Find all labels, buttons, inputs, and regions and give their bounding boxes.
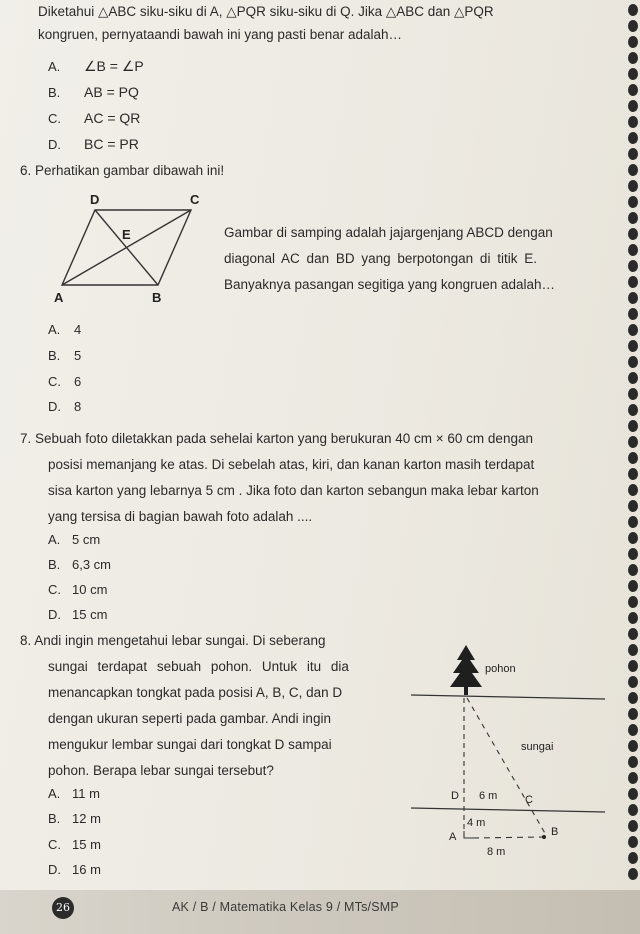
point-b bbox=[542, 835, 546, 839]
label-6m: 6 m bbox=[479, 790, 498, 802]
q8-option-a[interactable]: 11 m bbox=[72, 786, 100, 801]
q8-option-c-letter: C. bbox=[48, 837, 61, 852]
q8-option-c[interactable]: 15 m bbox=[72, 837, 101, 852]
q8-line4: dengan ukuran seperti pada gambar. Andi ingin bbox=[48, 711, 331, 726]
line-a-to-b bbox=[473, 837, 543, 838]
spiral-ring bbox=[628, 340, 638, 352]
spiral-ring bbox=[628, 452, 638, 464]
q7-line1: 7. Sebuah foto diletakkan pada sehelai karton yang berukuran 40 cm × 60 cm dengan bbox=[20, 431, 533, 446]
page-number: 26 bbox=[52, 897, 74, 919]
spiral-ring bbox=[628, 52, 638, 64]
label-b: B bbox=[551, 826, 559, 838]
q8-option-a-letter: A. bbox=[48, 786, 61, 801]
spiral-ring bbox=[628, 372, 638, 384]
q6-option-b[interactable]: 5 bbox=[74, 348, 82, 363]
q7-option-c-letter: C. bbox=[48, 582, 61, 597]
spiral-binding-icon bbox=[622, 0, 640, 934]
q8-line6: pohon. Berapa lebar sungai tersebut? bbox=[48, 763, 274, 778]
spiral-ring bbox=[628, 756, 638, 768]
q7-option-d-letter: D. bbox=[48, 607, 61, 622]
q6-option-a[interactable]: 4 bbox=[74, 322, 82, 337]
spiral-ring bbox=[628, 100, 638, 112]
spiral-ring bbox=[628, 724, 638, 736]
q8-line1: 8. Andi ingin mengetahui lebar sungai. Di seberang bbox=[20, 633, 326, 648]
q7-option-b[interactable]: 6,3 cm bbox=[72, 557, 112, 572]
q7-option-c[interactable]: 10 cm bbox=[72, 582, 108, 597]
q8-line3: menancapkan tongkat pada posisi A, B, C, dan D bbox=[48, 685, 343, 700]
q8-option-d-letter: D. bbox=[48, 862, 61, 877]
q7-option-d[interactable]: 15 cm bbox=[72, 607, 108, 622]
right-angle-mark bbox=[464, 831, 473, 838]
spiral-ring bbox=[628, 772, 638, 784]
spiral-ring bbox=[628, 148, 638, 160]
spiral-ring bbox=[628, 676, 638, 688]
q8-line2: sungai terdapat sebuah pohon. Untuk itu dia bbox=[48, 659, 349, 674]
spiral-ring bbox=[628, 532, 638, 544]
q5-option-d-letter: D. bbox=[48, 137, 61, 152]
q6-stem: 6. Perhatikan gambar dibawah ini! bbox=[20, 163, 225, 178]
q6-desc-line1: Gambar di samping adalah jajargenjang ABCD dengan bbox=[224, 225, 553, 240]
footer-text: AK / B / Matematika Kelas 9 / MTs/SMP bbox=[172, 900, 399, 914]
q5-option-b[interactable]: AB = PQ bbox=[84, 84, 139, 100]
parallelogram-figure bbox=[48, 192, 218, 310]
spiral-ring bbox=[628, 612, 638, 624]
spiral-ring bbox=[628, 308, 638, 320]
spiral-ring bbox=[628, 628, 638, 640]
q7-option-b-letter: B. bbox=[48, 557, 61, 572]
spiral-ring bbox=[628, 292, 638, 304]
spiral-ring bbox=[628, 20, 638, 32]
q8-option-b[interactable]: 12 m bbox=[72, 811, 101, 826]
spiral-ring bbox=[628, 4, 638, 16]
q6-option-c-letter: C. bbox=[48, 374, 61, 389]
q6-option-c[interactable]: 6 bbox=[74, 374, 82, 389]
river-figure bbox=[405, 640, 615, 870]
line-tree-to-b bbox=[467, 698, 546, 835]
q5-option-a-letter: A. bbox=[48, 59, 61, 74]
spiral-ring bbox=[628, 260, 638, 272]
q7-line3: sisa karton yang lebarnya 5 cm . Jika foto dan karton sebangun maka lebar karton bbox=[48, 483, 539, 498]
label-c: C bbox=[190, 192, 200, 207]
spiral-ring bbox=[628, 36, 638, 48]
spiral-ring bbox=[628, 596, 638, 608]
q5-stem-line1: Diketahui △ABC siku-siku di A, △PQR siku-siku di Q. Jika △ABC dan △PQR bbox=[38, 4, 494, 19]
q5-option-b-letter: B. bbox=[48, 85, 61, 100]
label-a: A bbox=[54, 290, 64, 305]
q5-option-d[interactable]: BC = PR bbox=[84, 136, 139, 152]
spiral-ring bbox=[628, 788, 638, 800]
upper-bank-line bbox=[411, 695, 605, 699]
spiral-ring bbox=[628, 116, 638, 128]
q6-desc-line3: Banyaknya pasangan segitiga yang kongruen adalah… bbox=[224, 277, 555, 292]
q7-option-a[interactable]: 5 cm bbox=[72, 532, 101, 547]
spiral-ring bbox=[628, 820, 638, 832]
q6-desc-line2: diagonal AC dan BD yang berpotongan di titik E. bbox=[224, 251, 537, 266]
q8-line5: mengukur lembar sungai dari tongkat D sampai bbox=[48, 737, 332, 752]
label-sungai: sungai bbox=[521, 741, 554, 753]
spiral-ring bbox=[628, 868, 638, 880]
spiral-ring bbox=[628, 708, 638, 720]
spiral-ring bbox=[628, 436, 638, 448]
q5-option-c[interactable]: AC = QR bbox=[84, 110, 141, 126]
spiral-ring bbox=[628, 692, 638, 704]
label-e: E bbox=[122, 227, 131, 242]
spiral-ring bbox=[628, 580, 638, 592]
spiral-ring bbox=[628, 324, 638, 336]
q5-stem-line2: kongruen, pernyataandi bawah ini yang pasti benar adalah… bbox=[38, 27, 403, 42]
spiral-ring bbox=[628, 644, 638, 656]
spiral-ring bbox=[628, 836, 638, 848]
q7-line4: yang tersisa di bagian bawah foto adalah .... bbox=[48, 509, 313, 524]
label-a: A bbox=[449, 831, 457, 843]
q5-option-a[interactable]: ∠B = ∠P bbox=[84, 58, 144, 74]
q5-option-c-letter: C. bbox=[48, 111, 61, 126]
spiral-ring bbox=[628, 276, 638, 288]
spiral-ring bbox=[628, 564, 638, 576]
label-8m: 8 m bbox=[487, 846, 506, 858]
spiral-ring bbox=[628, 164, 638, 176]
label-d: D bbox=[451, 790, 459, 802]
label-4m: 4 m bbox=[467, 817, 486, 829]
spiral-ring bbox=[628, 420, 638, 432]
q6-option-d-letter: D. bbox=[48, 399, 61, 414]
label-c: C bbox=[525, 794, 533, 806]
spiral-ring bbox=[628, 228, 638, 240]
spiral-ring bbox=[628, 852, 638, 864]
q6-option-b-letter: B. bbox=[48, 348, 61, 363]
spiral-ring bbox=[628, 740, 638, 752]
spiral-ring bbox=[628, 516, 638, 528]
spiral-ring bbox=[628, 484, 638, 496]
spiral-ring bbox=[628, 388, 638, 400]
q8-option-b-letter: B. bbox=[48, 811, 61, 826]
lower-bank-line bbox=[411, 808, 605, 812]
spiral-ring bbox=[628, 132, 638, 144]
spiral-ring bbox=[628, 804, 638, 816]
spiral-ring bbox=[628, 356, 638, 368]
spiral-ring bbox=[628, 68, 638, 80]
q8-option-d[interactable]: 16 m bbox=[72, 862, 101, 877]
q7-option-a-letter: A. bbox=[48, 532, 61, 547]
spiral-ring bbox=[628, 548, 638, 560]
spiral-ring bbox=[628, 180, 638, 192]
spiral-ring bbox=[628, 244, 638, 256]
spiral-ring bbox=[628, 500, 638, 512]
tree-icon bbox=[450, 645, 482, 695]
spiral-ring bbox=[628, 468, 638, 480]
diagonal-bd bbox=[95, 210, 158, 285]
q6-option-d[interactable]: 8 bbox=[74, 399, 82, 414]
spiral-ring bbox=[628, 196, 638, 208]
q6-option-a-letter: A. bbox=[48, 322, 61, 337]
spiral-ring bbox=[628, 212, 638, 224]
label-pohon: pohon bbox=[485, 663, 516, 675]
q7-line2: posisi memanjang ke atas. Di sebelah atas, kiri, dan kanan karton masih terdapat bbox=[48, 457, 535, 472]
spiral-ring bbox=[628, 660, 638, 672]
label-d: D bbox=[90, 192, 100, 207]
spiral-ring bbox=[628, 84, 638, 96]
spiral-ring bbox=[628, 404, 638, 416]
label-b: B bbox=[152, 290, 162, 305]
